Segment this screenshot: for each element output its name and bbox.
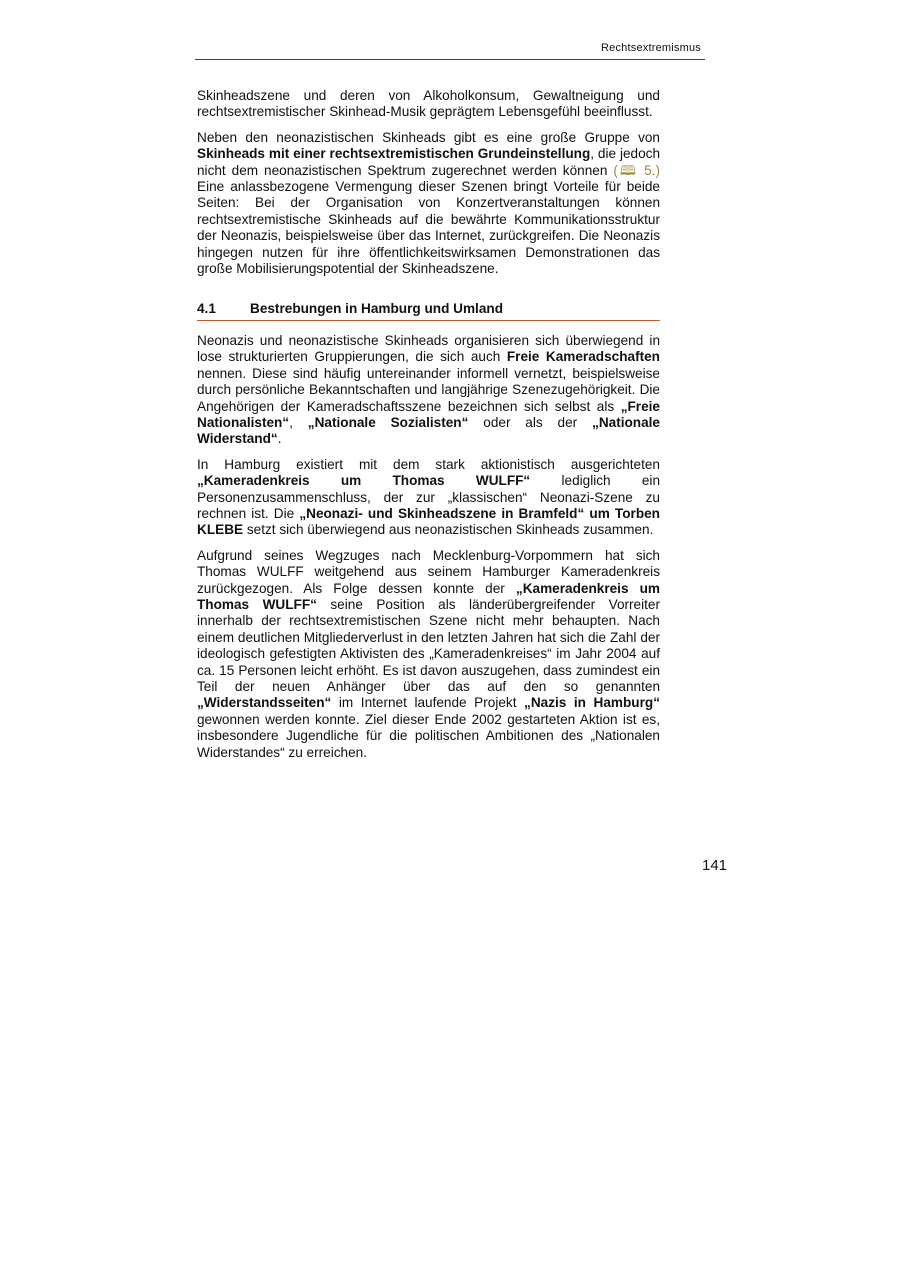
page-number: 141	[702, 857, 728, 874]
paragraph-4: In Hamburg existiert mit dem stark aktionistisch ausgerichteten „Kameradenkreis um Thomas WULFF“ lediglich ein Personenzusammenschluss, der zur „klassischen“ Neonazi-Szene zu rechnen ist. Die „Neonazi- und Skinheadszene in Bramfeld“ um Torben KLEBE setzt sich überwiegend aus neonazistischen Skinheads zusammen.	[197, 456, 661, 538]
section-title: Bestrebungen in Hamburg und Umland	[250, 301, 504, 317]
cross-reference-link[interactable]: (🕮 5.)	[613, 162, 660, 178]
paragraph-2: Neben den neonazistischen Skinheads gibt es eine große Gruppe von Skinheads mit einer rechtsextremistischen Grundeinstellung, die jedoch nicht dem neonazistischen Spektrum zugerechnet werden können (🕮 5.) Eine anlassbezogene Vermengung dieser Szenen bringt Vorteile für beide Seiten: Bei der Organisation von Konzertveranstaltungen können rechtsextremistische Skinheads auf die bewährte Kommunikationsstruktur der Neonazis, beispielsweise über das Internet, zurückgreifen. Die Neonazis hingegen nutzen für ihre öffentlichkeitswirksamen Demonstrationen das große Mobilisierungspotential der Skinheadszene.	[197, 129, 661, 277]
section-heading	[197, 301, 660, 320]
section-number: 4.1	[197, 301, 216, 317]
paragraph-1: Skinheadszene und deren von Alkoholkonsum, Gewaltneigung und rechtsextremistischer Skinhead-Musik geprägtem Lebensgefühl beeinflusst.	[197, 88, 660, 120]
header-title: Rechtsextremismus	[601, 42, 701, 54]
running-header	[195, 42, 705, 60]
paragraph-5: Aufgrund seines Wegzuges nach Mecklenburg-Vorpommern hat sich Thomas WULFF weitgehend aus seinem Hamburger Kameradenkreis zurückgezogen. Als Folge dessen konnte der „Kameradenkreis um Thomas WULFF“ seine Position als länderübergreifender Vorreiter innerhalb der rechtsextremistischen Szene nicht mehr behaupten. Nach einem deutlichen Mitgliederverlust in den letzten Jahren hat sich die Zahl der ideologisch gefestigten Aktivisten des „Kameradenkreises“ im Jahr 2004 auf ca. 15 Personen leicht erhöht. Es ist davon auszugehen, dass zumindest ein Teil der neuen Anhänger über das auf den so genannten „Widerstandsseiten“ im Internet laufende Projekt „Nazis in Hamburg“ gewonnen werden konnte. Ziel dieser Ende 2002 gestarteten Aktion ist es, insbesondere Jugendliche für die politischen Ambitionen des „Nationalen Widerstandes“ zu erreichen.	[197, 547, 660, 760]
body-text	[197, 88, 660, 770]
paragraph-3: Neonazis und neonazistische Skinheads organisieren sich überwiegend in lose strukturierten Gruppierungen, die sich auch Freie Kameradschaften nennen. Diese sind häufig untereinander informell vernetzt, beispielsweise durch persönliche Bekanntschaften und langjährige Szenezugehörigkeit. Die Angehörigen der Kameradschaftsszene bezeichnen sich selbst als „Freie Nationalisten“, „Nationale Sozialisten“ oder als der „Nationale Widerstand“.	[197, 332, 660, 447]
